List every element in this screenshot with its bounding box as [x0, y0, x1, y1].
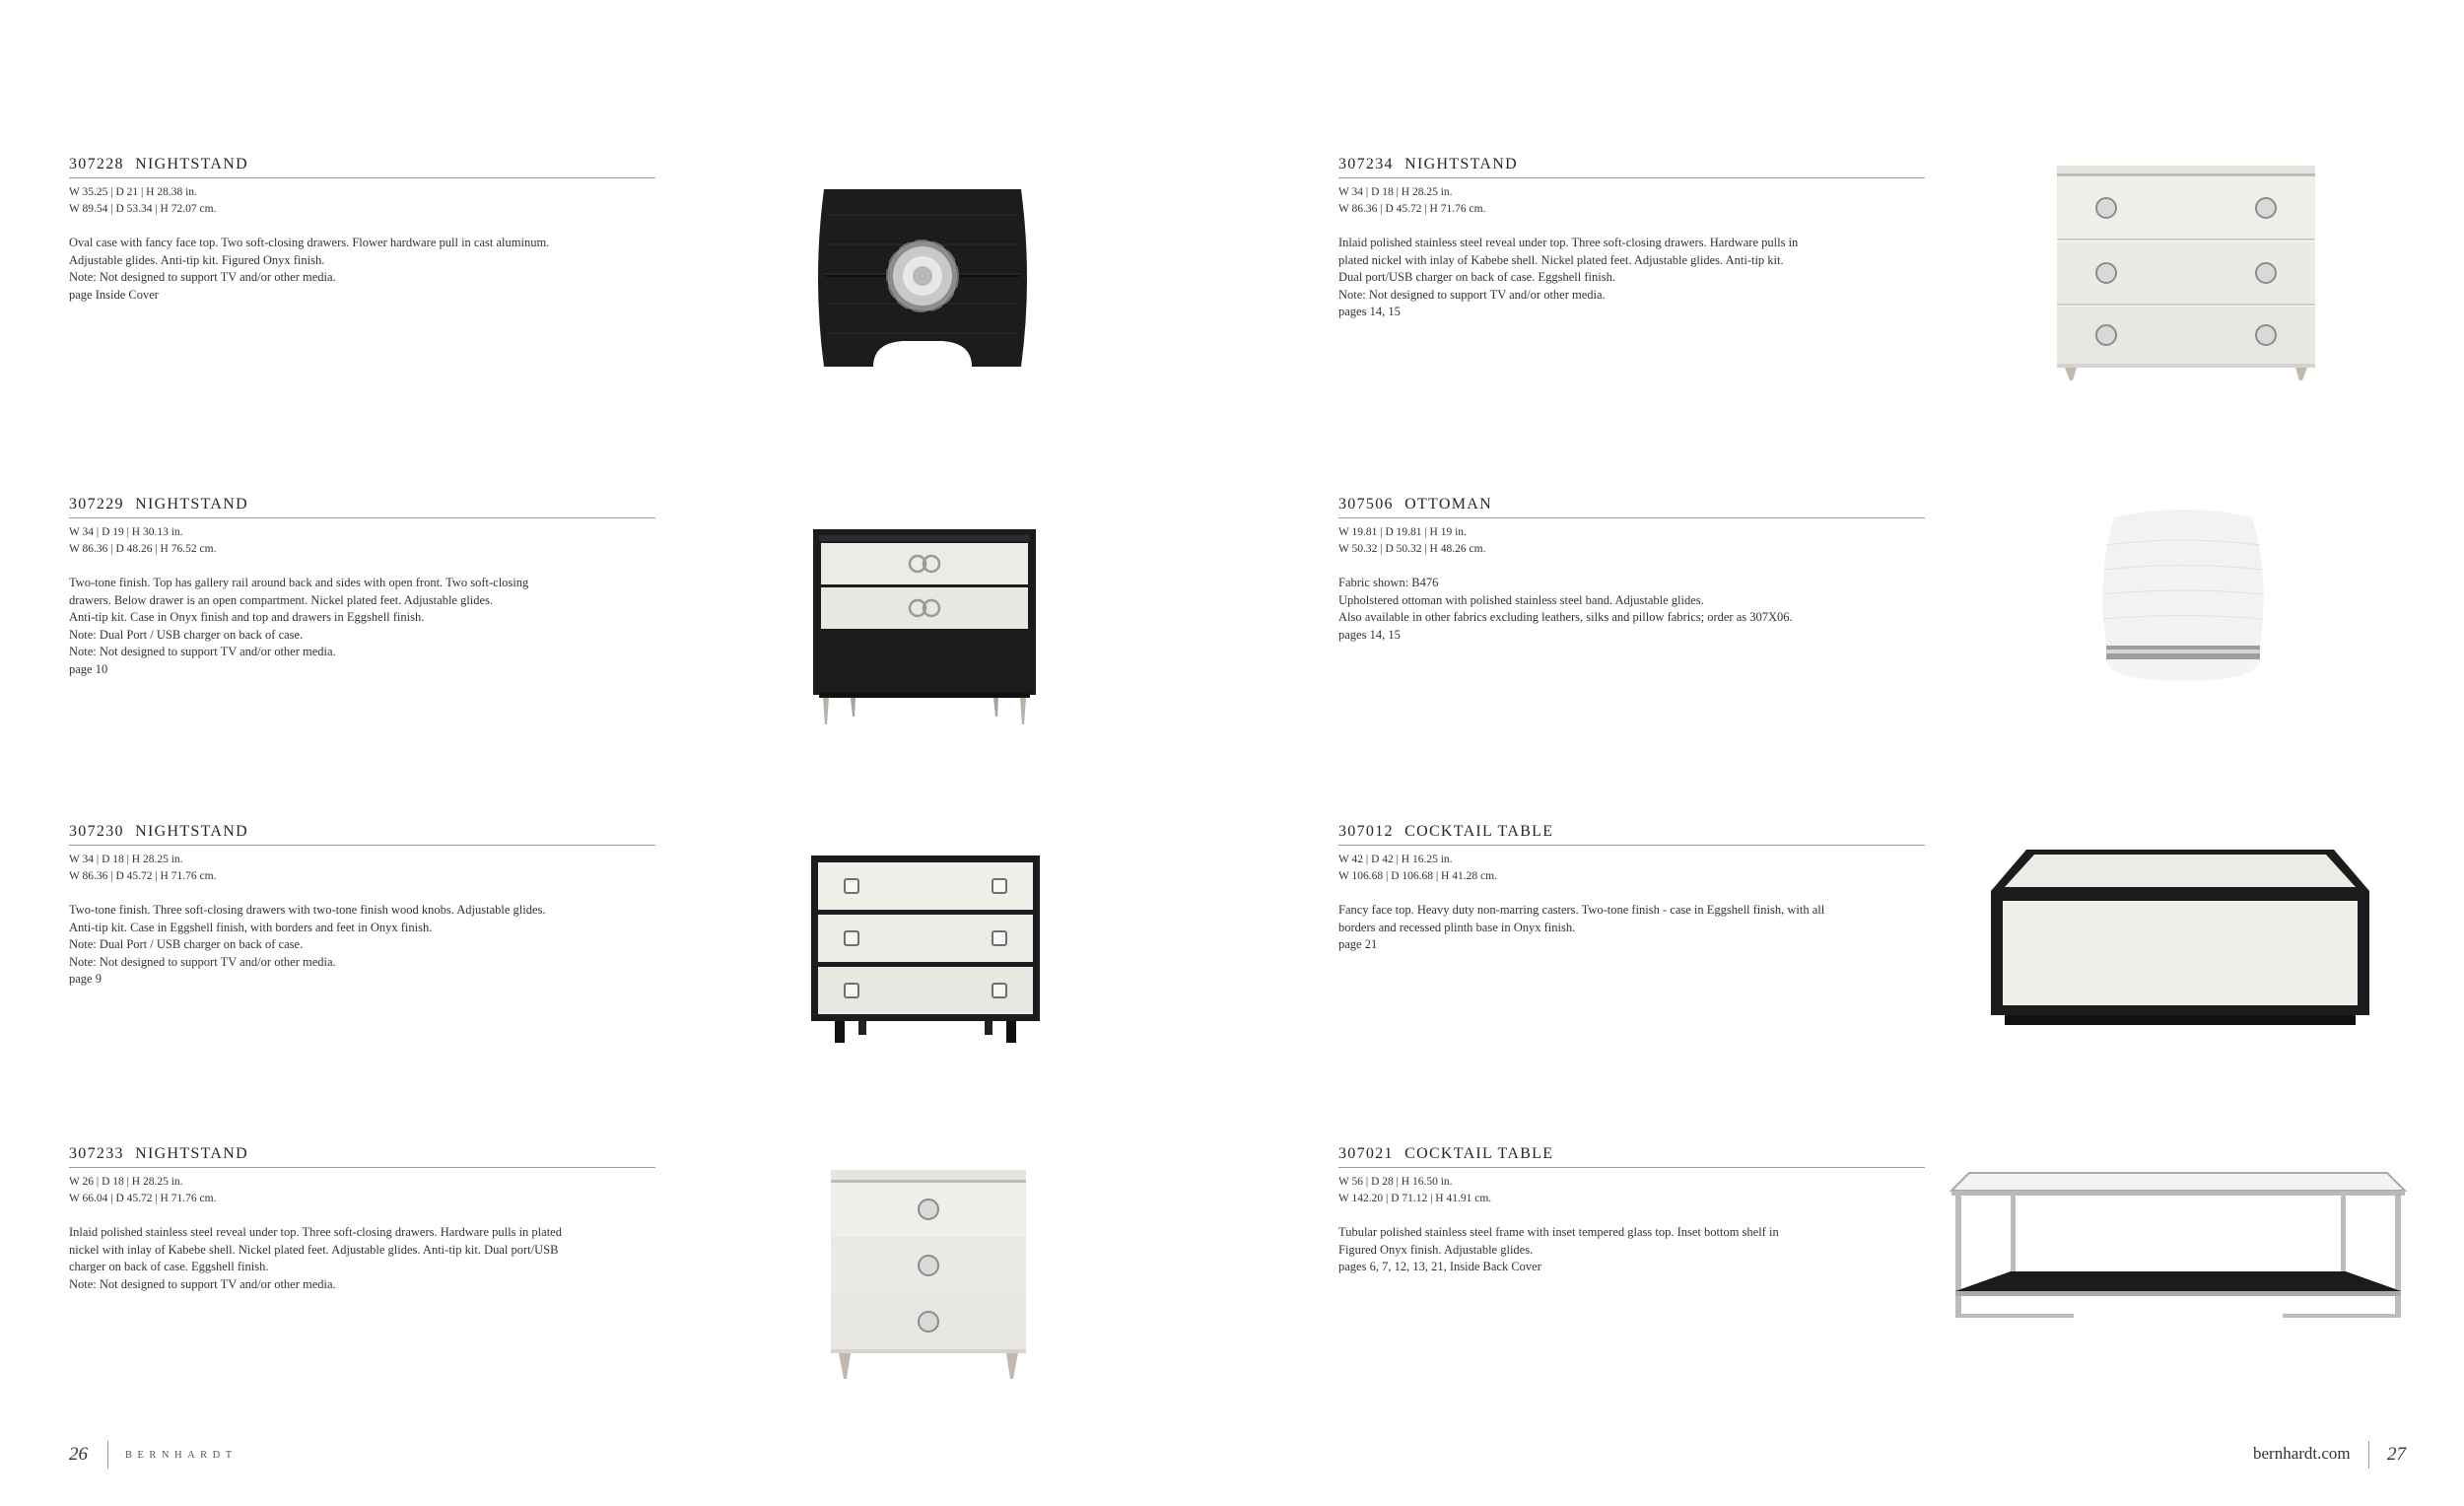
description-line: pages 14, 15 [1338, 305, 1401, 318]
description-line: Two-tone finish. Three soft-closing drawers with two-tone finish wood knobs. Adjustable glides. [69, 903, 546, 917]
product-dimensions [1338, 1174, 1925, 1207]
product-description [69, 902, 655, 989]
dimensions-cm: W 86.36 | D 45.72 | H 71.76 cm. [1338, 203, 1486, 215]
description-line: Inlaid polished stainless steel reveal under top. Three soft-closing drawers. Hardware pulls in [1338, 236, 1799, 249]
product-image-glass-cocktail-table [1951, 1173, 2405, 1321]
product-title [69, 156, 655, 178]
dimensions-cm: W 106.68 | D 106.68 | H 41.28 cm. [1338, 870, 1497, 882]
description-line: Note: Dual Port / USB charger on back of case. [69, 937, 304, 951]
product-title [1338, 156, 1925, 178]
dimensions-inches: W 34 | D 19 | H 30.13 in. [69, 526, 183, 538]
product-entry [69, 823, 655, 989]
description-line: Upholstered ottoman with polished stainless steel band. Adjustable glides. [1338, 592, 1704, 607]
product-entry [1338, 496, 1925, 644]
website-link[interactable]: bernhardt.com [2253, 1444, 2351, 1463]
product-description [1338, 235, 1925, 321]
product-entry [1338, 1145, 1925, 1276]
description-line: Note: Not designed to support TV and/or other media. [69, 954, 336, 969]
description-line: Note: Not designed to support TV and/or other media. [69, 270, 336, 284]
description-line: Dual port/USB charger on back of case. Eggshell finish. [1338, 270, 1615, 284]
description-line: pages 14, 15 [1338, 627, 1401, 642]
product-description [69, 1224, 655, 1293]
product-name: OTTOMAN [1404, 496, 1492, 513]
dimensions-cm: W 89.54 | D 53.34 | H 72.07 cm. [69, 203, 217, 215]
dimensions-cm: W 86.36 | D 48.26 | H 76.52 cm. [69, 543, 217, 555]
brand-logo: BERNHARDT [125, 1450, 238, 1461]
product-code: 307021 [1338, 1145, 1394, 1162]
product-image-oval-nightstand [814, 185, 1031, 373]
description-line: Fabric shown: B476 [1338, 576, 1439, 589]
dimensions-inches: W 35.25 | D 21 | H 28.38 in. [69, 186, 197, 198]
product-code: 307230 [69, 823, 124, 840]
description-line: Note: Not designed to support TV and/or other media. [1338, 287, 1606, 302]
product-name: NIGHTSTAND [135, 496, 248, 513]
description-line: Fancy face top. Heavy duty non-marring casters. Two-tone finish - case in Eggshell finish, with all [1338, 903, 1825, 917]
description-line: Figured Onyx finish. Adjustable glides. [1338, 1242, 1534, 1257]
product-dimensions [69, 184, 655, 218]
product-title [69, 823, 655, 846]
product-dimensions [69, 1174, 655, 1207]
product-image-ottoman [2094, 506, 2272, 683]
description-line: Note: Dual Port / USB charger on back of case. [69, 627, 304, 642]
description-line: page 21 [1338, 937, 1378, 951]
description-line: Oval case with fancy face top. Two soft-closing drawers. Flower hardware pull in cast aluminum. [69, 236, 550, 249]
product-code: 307506 [1338, 496, 1394, 513]
product-code: 307228 [69, 156, 124, 172]
product-image-bordered-nightstand [811, 856, 1040, 1045]
description-line: charger on back of case. Eggshell finish. [69, 1260, 269, 1273]
footer-divider [2368, 1441, 2369, 1469]
description-line: Also available in other fabrics excluding leathers, silks and pillow fabrics; order as 307X06. [1338, 610, 1793, 624]
product-image-wide-white-nightstand [2057, 166, 2315, 384]
description-line: page Inside Cover [69, 287, 159, 302]
product-dimensions [1338, 852, 1925, 885]
product-name: NIGHTSTAND [1404, 156, 1518, 172]
description-line: Inlaid polished stainless steel reveal under top. Three soft-closing drawers. Hardware pulls in plated [69, 1225, 562, 1239]
description-line: borders and recessed plinth base in Onyx finish. [1338, 920, 1576, 934]
description-line: page 9 [69, 972, 102, 986]
product-entry [69, 1145, 655, 1293]
dimensions-inches: W 42 | D 42 | H 16.25 in. [1338, 854, 1453, 865]
product-entry [1338, 823, 1925, 954]
dimensions-inches: W 56 | D 28 | H 16.50 in. [1338, 1176, 1453, 1188]
description-line: Note: Not designed to support TV and/or other media. [69, 645, 336, 658]
product-title [1338, 496, 1925, 518]
page-number: 27 [2387, 1444, 2406, 1465]
page-number: 26 [69, 1444, 88, 1465]
product-image-square-cocktail-table [1991, 850, 2369, 1027]
product-title [1338, 1145, 1925, 1168]
description-line: Two-tone finish. Top has gallery rail around back and sides with open front. Two soft-closing [69, 576, 529, 589]
product-entry [69, 496, 655, 678]
product-code: 307229 [69, 496, 124, 513]
product-name: NIGHTSTAND [135, 823, 248, 840]
product-code: 307012 [1338, 823, 1394, 840]
description-line: page 10 [69, 661, 108, 676]
product-title [69, 1145, 655, 1168]
product-dimensions [69, 852, 655, 885]
product-image-white-nightstand [831, 1170, 1026, 1387]
product-description [1338, 1224, 1925, 1276]
description-line: drawers. Below drawer is an open compartment. Nickel plated feet. Adjustable glides. [69, 592, 494, 607]
product-dimensions [1338, 524, 1925, 558]
product-code: 307234 [1338, 156, 1394, 172]
description-line: pages 6, 7, 12, 13, 21, Inside Back Cover [1338, 1260, 1541, 1273]
description-line: Anti-tip kit. Case in Onyx finish and top and drawers in Eggshell finish. [69, 610, 425, 624]
product-description [1338, 575, 1925, 644]
dimensions-inches: W 26 | D 18 | H 28.25 in. [69, 1176, 183, 1188]
dimensions-inches: W 34 | D 18 | H 28.25 in. [69, 854, 183, 865]
product-name: COCKTAIL TABLE [1404, 823, 1554, 840]
description-line: Note: Not designed to support TV and/or other media. [69, 1276, 336, 1291]
dimensions-inches: W 19.81 | D 19.81 | H 19 in. [1338, 526, 1467, 538]
description-line: Adjustable glides. Anti-tip kit. Figured Onyx finish. [69, 252, 325, 267]
dimensions-inches: W 34 | D 18 | H 28.25 in. [1338, 186, 1453, 198]
product-title [1338, 823, 1925, 846]
dimensions-cm: W 142.20 | D 71.12 | H 41.91 cm. [1338, 1193, 1492, 1204]
product-dimensions [1338, 184, 1925, 218]
dimensions-cm: W 86.36 | D 45.72 | H 71.76 cm. [69, 870, 217, 882]
product-description [1338, 902, 1925, 954]
product-code: 307233 [69, 1145, 124, 1162]
description-line: plated nickel with inlay of Kabebe shell. Nickel plated feet. Adjustable glides. Anti-tip kit. [1338, 252, 1784, 267]
product-name: COCKTAIL TABLE [1404, 1145, 1554, 1162]
product-entry [69, 156, 655, 304]
product-image-open-shelf-nightstand [811, 529, 1038, 731]
product-description [69, 575, 655, 678]
product-name: NIGHTSTAND [135, 1145, 248, 1162]
product-entry [1338, 156, 1925, 321]
dimensions-cm: W 66.04 | D 45.72 | H 71.76 cm. [69, 1193, 217, 1204]
product-dimensions [69, 524, 655, 558]
description-line: nickel with inlay of Kabebe shell. Nickel plated feet. Adjustable glides. Anti-tip kit. Dual port/USB [69, 1242, 559, 1257]
footer-divider [107, 1441, 108, 1469]
description-line: Tubular polished stainless steel frame with inset tempered glass top. Inset bottom shelf in [1338, 1225, 1779, 1239]
product-description [69, 235, 655, 304]
dimensions-cm: W 50.32 | D 50.32 | H 48.26 cm. [1338, 543, 1486, 555]
product-name: NIGHTSTAND [135, 156, 248, 172]
description-line: Anti-tip kit. Case in Eggshell finish, with borders and feet in Onyx finish. [69, 920, 433, 934]
product-title [69, 496, 655, 518]
